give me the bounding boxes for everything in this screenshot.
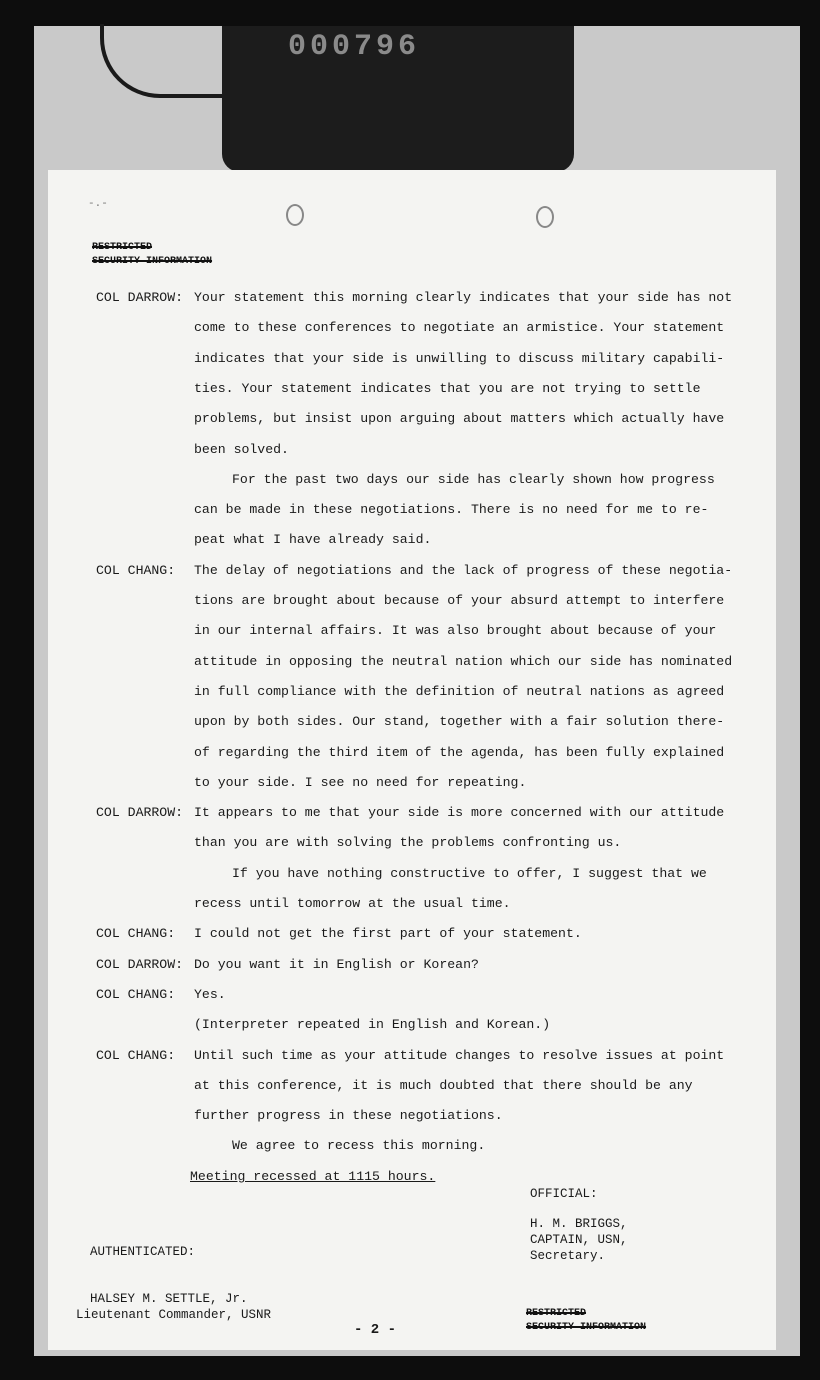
speaker-label: COL DARROW: [96,290,184,305]
official-title: Secretary. [530,1249,606,1263]
transcript-line: For the past two days our side has clearly shown how progress [232,472,715,487]
transcript-line: upon by both sides. Our stand, together with a fair solution there- [194,714,725,729]
speaker-label: COL CHANG: [96,987,176,1002]
transcript-line: been solved. [194,442,289,457]
transcript-line: can be made in these negotiations. There is no need for me to re- [194,502,709,517]
transcript-line: of regarding the third item of the agenda, has been fully explained [194,745,725,760]
punch-hole-left [286,204,304,226]
transcript-line: Until such time as your attitude changes to resolve issues at point [194,1048,725,1063]
speaker-label: COL DARROW: [96,805,184,820]
frame-number: 000796 [288,30,421,64]
transcript-line: We agree to recess this morning. [232,1138,486,1153]
transcript-line: Yes. [194,987,226,1002]
meeting-recessed-note: Meeting recessed at 1115 hours. [190,1169,436,1184]
transcript-line: further progress in these negotiations. [194,1108,503,1123]
authenticated-label: AUTHENTICATED: [90,1245,196,1259]
transcript-line: The delay of negotiations and the lack of progress of these negotia- [194,563,733,578]
official-name: H. M. BRIGGS, [530,1217,628,1231]
speaker-label: COL CHANG: [96,926,176,941]
corner-mark: -.- [88,198,108,210]
transcript-line: attitude in opposing the neutral nation which our side has nominated [194,654,733,669]
transcript-line: If you have nothing constructive to offer, I suggest that we [232,866,707,881]
authenticator-name: HALSEY M. SETTLE, Jr. [90,1292,248,1306]
transcript-line: at this conference, it is much doubted that there should be any [194,1078,693,1093]
transcript-line: (Interpreter repeated in English and Korean.) [194,1017,551,1032]
classification-top-line-1: RESTRICTED [92,242,153,253]
transcript-line: peat what I have already said. [194,532,432,547]
transcript-line: come to these conferences to negotiate an armistice. Your statement [194,320,725,335]
transcript-line: It appears to me that your side is more concerned with our attitude [194,805,725,820]
page-number: - 2 - [354,1322,397,1338]
transcript-line: Your statement this morning clearly indicates that your side has not [194,290,733,305]
transcript-line: to your side. I see no need for repeating. [194,775,527,790]
speaker-label: COL CHANG: [96,1048,176,1063]
classification-bottom-line-2: SECURITY INFORMATION [526,1322,647,1333]
transcript-line: I could not get the first part of your statement. [194,926,582,941]
transcript-line: than you are with solving the problems confronting us. [194,835,622,850]
punch-hole-right [536,206,554,228]
document-page [48,170,776,1350]
transcript-line: tions are brought about because of your absurd attempt to interfere [194,593,725,608]
official-label: OFFICIAL: [530,1187,598,1201]
speaker-label: COL DARROW: [96,957,184,972]
transcript-line: Do you want it in English or Korean? [194,957,479,972]
classification-bottom-line-1: RESTRICTED [526,1308,587,1319]
speaker-label: COL CHANG: [96,563,176,578]
transcript-line: in full compliance with the definition of neutral nations as agreed [194,684,725,699]
transcript-line: in our internal affairs. It was also brought about because of your [194,623,717,638]
transcript-line: indicates that your side is unwilling to discuss military capabili- [194,351,725,366]
transcript-line: recess until tomorrow at the usual time. [194,896,511,911]
transcript-line: ties. Your statement indicates that you are not trying to settle [194,381,701,396]
transcript-line: problems, but insist upon arguing about matters which actually have [194,411,725,426]
authenticator-rank: Lieutenant Commander, USNR [76,1308,272,1322]
classification-top-line-2: SECURITY INFORMATION [92,256,213,267]
official-rank: CAPTAIN, USN, [530,1233,628,1247]
